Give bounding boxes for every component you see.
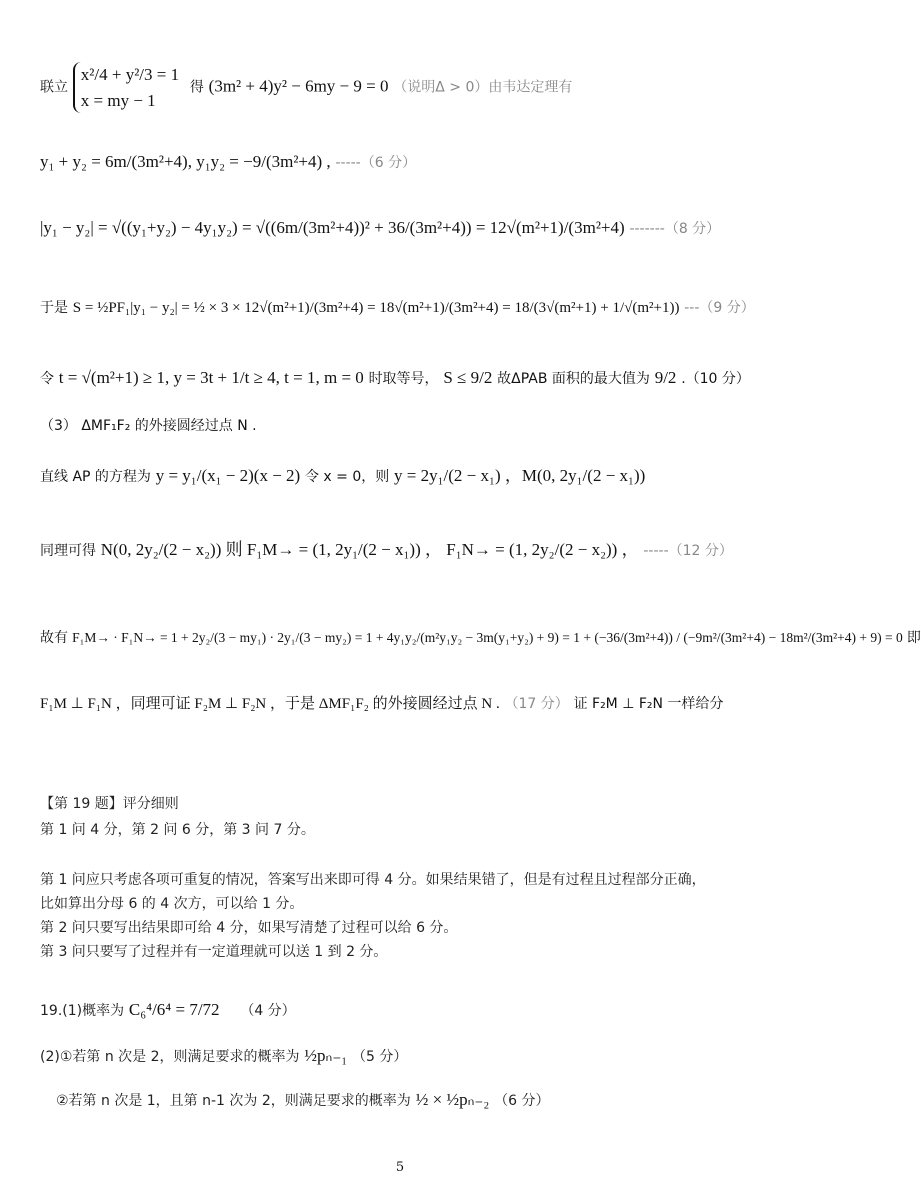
dot-product-formula: F₁M→ · F₁N→ = 1 + 2y₂/(3 − my₁) · 2y₁/(3 − my₂) = 1 + 4y₁y₂/(m²y₁y₂ − 3m(y₁+y₂) + 9) = 1 + (−36/(3m²+4)) / (−9m²/(3m²+4) − 18m²/(3m²+4) + 9) = 0 (72, 630, 903, 645)
line-simultaneous (40, 62, 572, 113)
label-ling: 令 (40, 371, 54, 387)
line-abs-diff (40, 218, 720, 238)
line-area (40, 298, 755, 317)
line-vectors (40, 540, 733, 560)
text-similarly: 同理可得 (40, 543, 96, 559)
score-6: -----（6 分） (335, 155, 417, 171)
vieta-formulas: y₁ + y₂ = 6m/(3m²+4), y₁y₂ = −9/(3m²+4) , (40, 152, 331, 171)
q19-part2-case1-formula: ½pₙ₋₁ (304, 1046, 348, 1065)
page-number: 5 (395, 1160, 405, 1175)
q19-part2-case1-label: (2)①若第 n 次是 2，则满足要求的概率为 (40, 1049, 300, 1065)
rubric-q3: 第 3 问只要写了过程并有一定道理就可以送 1 到 2 分。 (40, 944, 388, 960)
area-bound: S ≤ 9/2 (443, 368, 493, 387)
q19-part2-case2-label: ②若第 n 次是 1，且第 n-1 次为 2，则满足要求的概率为 (56, 1093, 411, 1109)
q19-part2-case2-score: （6 分） (494, 1093, 550, 1109)
score-10: .（10 分） (681, 371, 750, 387)
abs-diff-formula: |y₁ − y₂| = √((y₁+y₂) − 4y₁y₂) = √((6m/(3m²+4))² + 36/(3m²+4)) = 12√(m²+1)/(3m²+4) (40, 218, 625, 237)
text-let-x-zero: 令 x = 0，则 (304, 469, 390, 485)
label-lianli: 联立 (40, 79, 68, 96)
ap-equation: y = y₁/(x₁ − 2)(x − 2) (155, 466, 301, 485)
text-therefore: 故有 (40, 630, 68, 646)
substitution-formula: t = √(m²+1) ≥ 1, y = 3t + 1/t ≥ 4, t = 1, m = 0 (58, 368, 364, 387)
area-formula: S = ½PF₁|y₁ − y₂| = ½ × 3 × 12√(m²+1)/(3m²+4) = 18√(m²+1)/(3m²+4) = 18/(3√(m²+1) + 1/√(m²+1)) (72, 300, 680, 316)
line-dot-product (40, 630, 921, 647)
line-vieta-sums (40, 152, 416, 172)
q19-part2-case2 (56, 1090, 549, 1110)
rubric-q2: 第 2 问只要写出结果即可给 4 分，如果写清楚了过程可以给 6 分。 (40, 920, 458, 936)
line-substitution (40, 368, 750, 388)
vectors-formula: N(0, 2y₂/(2 − x₂)) 则 F₁M→ = (1, 2y₁/(2 − x₁)) ， F₁N→ = (1, 2y₂/(2 − x₂)) ， (100, 540, 639, 559)
q19-part1 (40, 1000, 296, 1020)
equation-system (73, 62, 179, 113)
q19-part1-label: 19.(1)概率为 (40, 1003, 125, 1019)
q19-part2-case1 (40, 1046, 407, 1066)
grading-note: 证 F₂M ⊥ F₂N 一样给分 (573, 696, 724, 712)
q19-part1-score: （4 分） (240, 1003, 296, 1019)
q19-part2-case2-formula: ½ × ½pₙ₋₂ (415, 1090, 490, 1109)
system-eq-ellipse: x²/4 + y²/3 = 1 (80, 65, 180, 84)
label-de: 得 (189, 79, 204, 96)
rubric-title: 【第 19 题】评分细则 (40, 796, 179, 812)
rubric-q1-a: 第 1 问应只考虑各项可重复的情况，答案写出来即可得 4 分。如果结果错了，但是有过程且过程部分正确， (40, 872, 706, 888)
score-12: -----（12 分） (643, 543, 733, 559)
part3-statement: （3） ΔMF₁F₂ 的外接圆经过点 N . (40, 418, 257, 434)
text-max-area: 故ΔPAB 面积的最大值为 (497, 371, 650, 387)
system-eq-line: x = my − 1 (80, 90, 156, 110)
max-area-value: 9/2 (654, 368, 677, 387)
vieta-note: （说明Δ > 0）由韦达定理有 (393, 79, 573, 96)
score-8: -------（8 分） (629, 221, 721, 237)
rubric-q1-b: 比如算出分母 6 的 4 次方，可以给 1 分。 (40, 896, 304, 912)
text-equality: 时取等号， (368, 371, 439, 387)
rubric-points: 第 1 问 4 分，第 2 问 6 分，第 3 问 7 分。 (40, 822, 315, 838)
q19-part2-case1-score: （5 分） (352, 1049, 408, 1065)
text-ji: 即 (906, 630, 921, 646)
text-line-ap: 直线 AP 的方程为 (40, 469, 151, 485)
line-ap-equation (40, 466, 645, 486)
score-9: ---（9 分） (684, 300, 755, 316)
perpendicular-conclusion: F₁M ⊥ F₁N ，同理可证 F₂M ⊥ F₂N ，于是 ΔMF₁F₂ 的外接圆经过点 N . (40, 696, 500, 712)
q19-part1-formula: C₆⁴/6⁴ = 7/72 (128, 1000, 220, 1019)
label-yushi: 于是 (40, 300, 68, 316)
point-m: y = 2y₁/(2 − x₁) ，M(0, 2y₁/(2 − x₁)) (394, 466, 646, 485)
quadratic-equation: (3m² + 4)y² − 6my − 9 = 0 (208, 76, 389, 96)
score-17: （17 分） (504, 696, 569, 712)
line-conclusion (40, 694, 723, 713)
